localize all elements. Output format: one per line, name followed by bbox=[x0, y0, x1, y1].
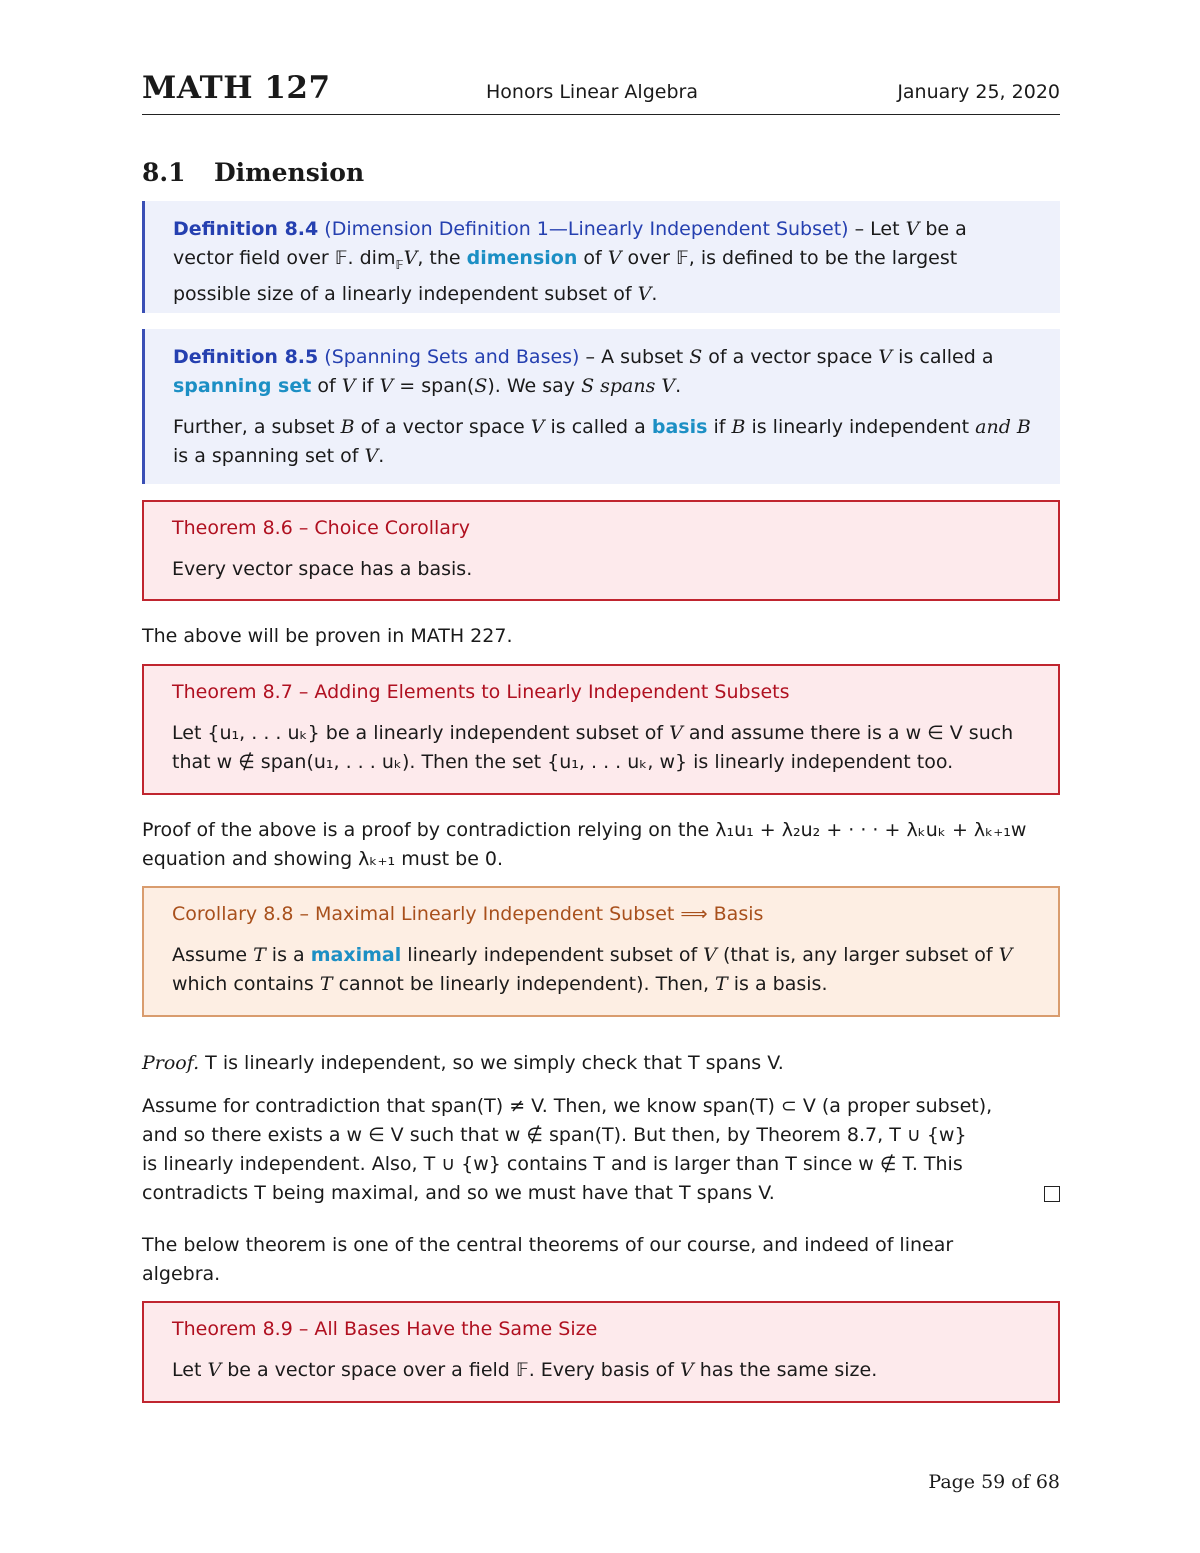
text: contradicts T being maximal, and so we must have that T spans V. bbox=[142, 1182, 775, 1204]
theorem-8-7-heading: Theorem 8.7 – Adding Elements to Linearly Independent Subsets bbox=[172, 681, 790, 703]
text: be a vector field over 𝔽. dim bbox=[173, 218, 967, 269]
math-var: B bbox=[731, 416, 746, 438]
definition-8-5-box bbox=[142, 329, 1060, 484]
text: is linearly independent bbox=[745, 416, 976, 438]
text: The below theorem is one of the central theorems of our course, and indeed of linear bbox=[142, 1234, 954, 1256]
math-var: V bbox=[679, 1359, 694, 1381]
text: is called a bbox=[544, 416, 652, 438]
text: of bbox=[577, 247, 608, 269]
math-var: V bbox=[905, 218, 920, 240]
text: if bbox=[707, 416, 732, 438]
emphasis-and: and bbox=[975, 416, 1011, 438]
math-var: V bbox=[703, 944, 717, 966]
corollary-8-8-box bbox=[142, 886, 1060, 1017]
definition-8-5-para-1 bbox=[173, 343, 1032, 401]
math-var: V bbox=[207, 1359, 222, 1381]
text: Proof of the above is a proof by contradiction relying on the λ₁u₁ + λ₂u₂ + · · · + λₖuₖ + λₖ₊₁w bbox=[142, 819, 1027, 841]
text: , the bbox=[417, 247, 467, 269]
theorem-8-6-heading: Theorem 8.6 – Choice Corollary bbox=[172, 517, 470, 539]
dash: – bbox=[848, 218, 871, 240]
text: be a vector space over a field 𝔽. Every basis of bbox=[221, 1359, 680, 1381]
theorem-8-9-statement bbox=[172, 1356, 1030, 1385]
section-title: Dimension bbox=[214, 158, 365, 187]
proof-block bbox=[142, 1049, 1060, 1208]
math-var: V bbox=[998, 944, 1013, 966]
math-subscript: 𝔽 bbox=[395, 257, 404, 272]
theorem-title: All Bases Have the Same Size bbox=[314, 1318, 598, 1340]
text: Let {u₁, . . . uₖ} be a linearly independent subset of bbox=[172, 722, 670, 744]
text: equation and showing λₖ₊₁ must be 0. bbox=[142, 848, 504, 870]
definition-label: Definition 8.5 bbox=[173, 346, 319, 368]
math-var: V bbox=[607, 247, 622, 269]
text: and so there exists a w ∈ V such that w ∉ span(T). But then, by Theorem 8.7, T ∪ {w} bbox=[142, 1124, 967, 1146]
text: A subset bbox=[601, 346, 690, 368]
math-var: V bbox=[637, 282, 652, 305]
math-var: V bbox=[403, 247, 418, 269]
theorem-8-7-statement bbox=[172, 719, 1030, 777]
emphasis-spans: spans bbox=[594, 375, 662, 397]
text: Assume for contradiction that span(T) ≠ V. Then, we know span(T) ⊂ V (a proper subset), bbox=[142, 1095, 993, 1117]
text: which contains bbox=[172, 973, 320, 995]
text: has the same size. bbox=[693, 1359, 878, 1381]
text: T is linearly independent, so we simply check that T spans V. bbox=[199, 1052, 784, 1074]
math-var: T bbox=[253, 944, 266, 966]
page-header bbox=[142, 70, 1060, 115]
theorem-8-9-box bbox=[142, 1301, 1060, 1403]
math-var: T bbox=[319, 973, 333, 995]
text: Assume bbox=[172, 944, 254, 966]
course-code: MATH 127 bbox=[142, 70, 331, 106]
text: Let bbox=[870, 218, 906, 240]
math-var: B bbox=[1010, 416, 1031, 438]
text: over 𝔽, is defined to be the largest possible size of a linearly independent subset of bbox=[173, 247, 958, 305]
text: linearly independent subset of bbox=[401, 944, 704, 966]
keyword-maximal: maximal bbox=[310, 944, 402, 966]
text: is called a bbox=[892, 346, 994, 368]
section-heading bbox=[142, 158, 364, 187]
math-var: T bbox=[715, 973, 728, 995]
math-var: V bbox=[878, 346, 893, 368]
note-proven-later: The above will be proven in MATH 227. bbox=[142, 625, 513, 647]
dash: – bbox=[579, 346, 602, 368]
keyword-spanning-set: spanning set bbox=[173, 375, 312, 397]
text: is linearly independent. Also, T ∪ {w} contains T and is larger than T since w ∉ T. This bbox=[142, 1153, 963, 1175]
math-var: V bbox=[379, 375, 394, 397]
text: . bbox=[378, 445, 385, 467]
text: is a bbox=[265, 944, 311, 966]
definition-label: Definition 8.4 bbox=[173, 218, 319, 240]
text: Further, a subset bbox=[173, 416, 341, 438]
text: is a basis. bbox=[727, 973, 828, 995]
theorem-8-6-box bbox=[142, 500, 1060, 601]
theorem-label: Theorem 8.7 bbox=[172, 681, 293, 703]
keyword-dimension: dimension bbox=[466, 247, 578, 269]
theorem-label: Theorem 8.6 bbox=[172, 517, 293, 539]
math-var: S bbox=[689, 346, 703, 368]
text: Let bbox=[172, 1359, 208, 1381]
math-var: V bbox=[661, 375, 676, 397]
theorem-8-6-statement: Every vector space has a basis. bbox=[172, 558, 473, 580]
note-central-theorem bbox=[142, 1231, 1060, 1289]
corollary-title: Maximal Linearly Independent Subset ⟹ Basis bbox=[315, 903, 764, 925]
section-number: 8.1 bbox=[142, 158, 186, 187]
text: of a vector space bbox=[354, 416, 531, 438]
math-var: V bbox=[530, 416, 545, 438]
course-title: Honors Linear Algebra bbox=[486, 81, 698, 103]
text: of a vector space bbox=[702, 346, 879, 368]
definition-8-5-para-2 bbox=[173, 413, 1032, 471]
text: of bbox=[311, 375, 342, 397]
note-proof-sketch bbox=[142, 816, 1060, 874]
definition-8-4-box bbox=[142, 201, 1060, 313]
proof-body bbox=[142, 1092, 1060, 1208]
theorem-title: Choice Corollary bbox=[314, 517, 470, 539]
definition-name: (Spanning Sets and Bases) bbox=[324, 346, 580, 368]
text: . bbox=[651, 282, 658, 305]
text: and assume there is a w ∈ V such bbox=[682, 722, 1014, 744]
text: ). We say bbox=[487, 375, 582, 397]
math-var: V bbox=[364, 445, 379, 467]
corollary-label: Corollary 8.8 bbox=[172, 903, 294, 925]
text: = span( bbox=[393, 375, 475, 397]
math-var: S bbox=[474, 375, 488, 397]
text: algebra. bbox=[142, 1263, 221, 1285]
header-date: January 25, 2020 bbox=[897, 81, 1060, 103]
theorem-8-9-heading: Theorem 8.9 – All Bases Have the Same Size bbox=[172, 1318, 598, 1340]
qed-square-icon bbox=[1044, 1186, 1060, 1202]
page-number: Page 59 of 68 bbox=[928, 1471, 1060, 1493]
text: cannot be linearly independent). Then, bbox=[332, 973, 716, 995]
corollary-8-8-heading: Corollary 8.8 – Maximal Linearly Independent Subset ⟹ Basis bbox=[172, 903, 764, 925]
math-var: B bbox=[340, 416, 355, 438]
proof-first-line bbox=[142, 1049, 1060, 1078]
corollary-8-8-statement bbox=[172, 941, 1030, 999]
theorem-title: Adding Elements to Linearly Independent Subsets bbox=[314, 681, 790, 703]
text: (that is, any larger subset of bbox=[716, 944, 999, 966]
math-var: S bbox=[581, 375, 595, 397]
text: if bbox=[355, 375, 380, 397]
theorem-label: Theorem 8.9 bbox=[172, 1318, 293, 1340]
text: is a spanning set of bbox=[173, 445, 365, 467]
definition-8-4-text bbox=[173, 215, 1032, 309]
keyword-basis: basis bbox=[651, 416, 708, 438]
math-var: V bbox=[669, 722, 683, 744]
math-var: V bbox=[341, 375, 356, 397]
text: . bbox=[675, 375, 682, 397]
proof-label: Proof. bbox=[142, 1052, 200, 1074]
text: that w ∉ span(u₁, . . . uₖ). Then the set {u₁, . . . uₖ, w} is linearly independent too. bbox=[172, 751, 954, 773]
definition-name: (Dimension Definition 1—Linearly Independent Subset) bbox=[324, 218, 849, 240]
theorem-8-7-box bbox=[142, 664, 1060, 795]
